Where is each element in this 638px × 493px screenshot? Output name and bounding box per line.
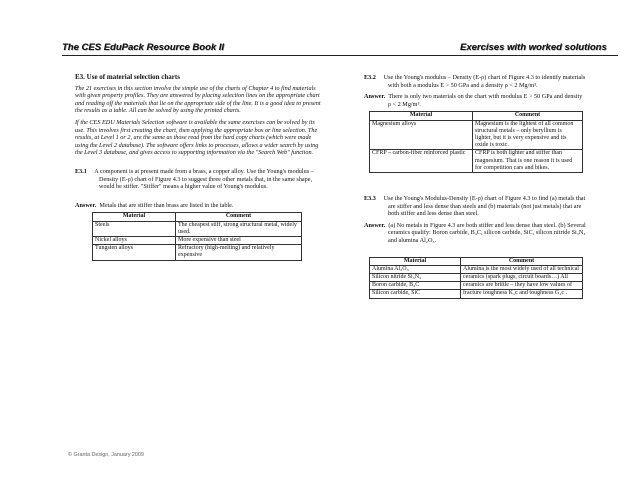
table-cell: CFRP – carbon-fiber reinforced plastic bbox=[370, 150, 473, 173]
table-header-row bbox=[370, 112, 583, 120]
table-cell: Boron carbide, B₄C bbox=[370, 282, 461, 290]
table-cell: Alumina Al₂O₃ bbox=[370, 265, 461, 273]
table-cell: Silicon nitride Si₃N₄ bbox=[370, 273, 461, 281]
table-cell: The cheapest stiff, strong structural metal, widely used. bbox=[176, 221, 302, 236]
table-row bbox=[370, 150, 583, 173]
header-right-title: Exercises with worked solutions bbox=[460, 42, 607, 53]
table-cell: Steels bbox=[93, 221, 176, 236]
table-cell: More expensive than steel bbox=[176, 236, 302, 244]
section-title: E3. Use of material selection charts bbox=[75, 73, 180, 81]
header-rule bbox=[62, 55, 618, 56]
answer-table-e3-2 bbox=[369, 111, 583, 173]
table-cell: Alumina is the most widely used of all technical bbox=[461, 265, 583, 273]
answer-text: Metals that are stiffer than brass are listed in the table. bbox=[99, 201, 234, 209]
table-header: Comment bbox=[461, 257, 583, 265]
table-cell: Refractory (high-melting) and relatively expensive bbox=[176, 245, 302, 260]
table-header-row bbox=[370, 257, 583, 265]
exercise-e3-1 bbox=[75, 168, 323, 191]
table-cell: ceramics are brittle – they have low values of bbox=[461, 282, 583, 290]
answer-table-e3-1 bbox=[92, 212, 302, 260]
answer-e3-1 bbox=[75, 202, 323, 210]
exercise-e3-3 bbox=[364, 195, 586, 218]
answer-e3-2 bbox=[364, 93, 586, 108]
table-row bbox=[93, 236, 302, 244]
right-column bbox=[364, 74, 586, 299]
intro-paragraph-1: The 21 exercises in this section involve the simple use of the charts of Chapter 4 to find materials with given property profiles. They are answered by placing selection lines on the appropriate chart and reading off the materials that lie on the appropriate side of the line. It is a good idea to present the results as a table. All can be solved by using the printed charts. bbox=[75, 84, 321, 115]
table-cell: Tungsten alloys bbox=[93, 245, 176, 260]
table-cell: Magnesium alloys bbox=[370, 120, 473, 150]
table-header: Comment bbox=[176, 213, 302, 221]
header-left-title: The CES EduPack Resource Book II bbox=[62, 42, 225, 53]
table-row bbox=[93, 221, 302, 236]
table-header: Comment bbox=[473, 112, 583, 120]
answer-e3-3 bbox=[364, 222, 586, 245]
table-row bbox=[370, 290, 583, 298]
answer-label: Answer. bbox=[75, 201, 97, 209]
exercise-text: Use the Young's modulus – Density (E-ρ) chart of Figure 4.3 to identify materials with both a modulus E > 50 GPa and a density ρ < 2 Mg/m³. bbox=[383, 74, 586, 89]
exercise-text: Use the Young's Modulus-Density (E-ρ) chart of Figure 4.3 to find (a) metals that are stiffer and less dense than steels and (b) materials (not just metals) that are both stiffer and less dense than steel. bbox=[383, 195, 586, 218]
answer-text: There is only two materials on the chart with modulus E > 50 GPa and density ρ < 2 Mg/m³. bbox=[388, 93, 583, 108]
table-row bbox=[370, 120, 583, 150]
answer-text: (a) No metals in Figure 4.3 are both stiffer and less dense than steel. (b) Several ceramics qualify: Boron carbide, B₄C, silicon carbide, SiC, silicon nitride Si₃N₄ and alumina Al₂O₃. bbox=[388, 221, 586, 244]
exercise-e3-2 bbox=[364, 74, 586, 89]
table-header-row bbox=[93, 213, 302, 221]
table-cell: ceramics (spark plugs, circuit boards…) All bbox=[461, 273, 583, 281]
table-cell: Magnesium is the lightest of all common structural metals – only beryllium is lighter, but it is very expensive and its oxide is toxic. bbox=[473, 120, 583, 150]
answer-label: Answer. bbox=[364, 93, 386, 101]
exercise-number: E3.3 bbox=[364, 195, 376, 202]
answer-table-e3-3 bbox=[369, 257, 583, 299]
table-row bbox=[370, 282, 583, 290]
table-cell: Nickel alloys bbox=[93, 236, 176, 244]
table-cell: Silicon carbide, SiC bbox=[370, 290, 461, 298]
answer-label: Answer. bbox=[364, 221, 386, 229]
intro-paragraph-2: If the CES EDU Materials Selection software is available the same exercises can be solved by its use. This involves first creating the chart, then applying the appropriate box or line selection. The results, at Level 1 or 2, are the same as those read from the hard copy charts (which were made using the Level 2 database). The software offers links to processes, allows a wider search by using the Level 3 database, and gives access to supporting information via the "Search Web" function. bbox=[75, 118, 319, 157]
table-header: Material bbox=[93, 213, 176, 221]
table-cell: fracture toughness K₁c and toughness G₁c . bbox=[461, 290, 583, 298]
table-cell: CFRP is both lighter and stiffer than magnesium. That is one reason it is used for competition cars and bikes. bbox=[473, 150, 583, 173]
table-header: Material bbox=[370, 257, 461, 265]
left-column bbox=[75, 74, 323, 261]
exercise-number: E3.1 bbox=[75, 167, 87, 175]
exercise-text: A component is at present made from a brass, a copper alloy. Use the Young's modulus – Density (E-ρ) chart of Figure 4.3 to suggest three other metals that, in the same shape, would be stiffer. "Stiffer" means a higher value of Young's modulus. bbox=[94, 167, 314, 191]
table-row bbox=[370, 265, 583, 273]
exercise-number: E3.2 bbox=[364, 74, 376, 81]
table-row bbox=[93, 245, 302, 260]
table-row bbox=[370, 273, 583, 281]
table-header: Material bbox=[370, 112, 473, 120]
copyright-footer: © Granta Design, January 2009 bbox=[68, 452, 144, 458]
